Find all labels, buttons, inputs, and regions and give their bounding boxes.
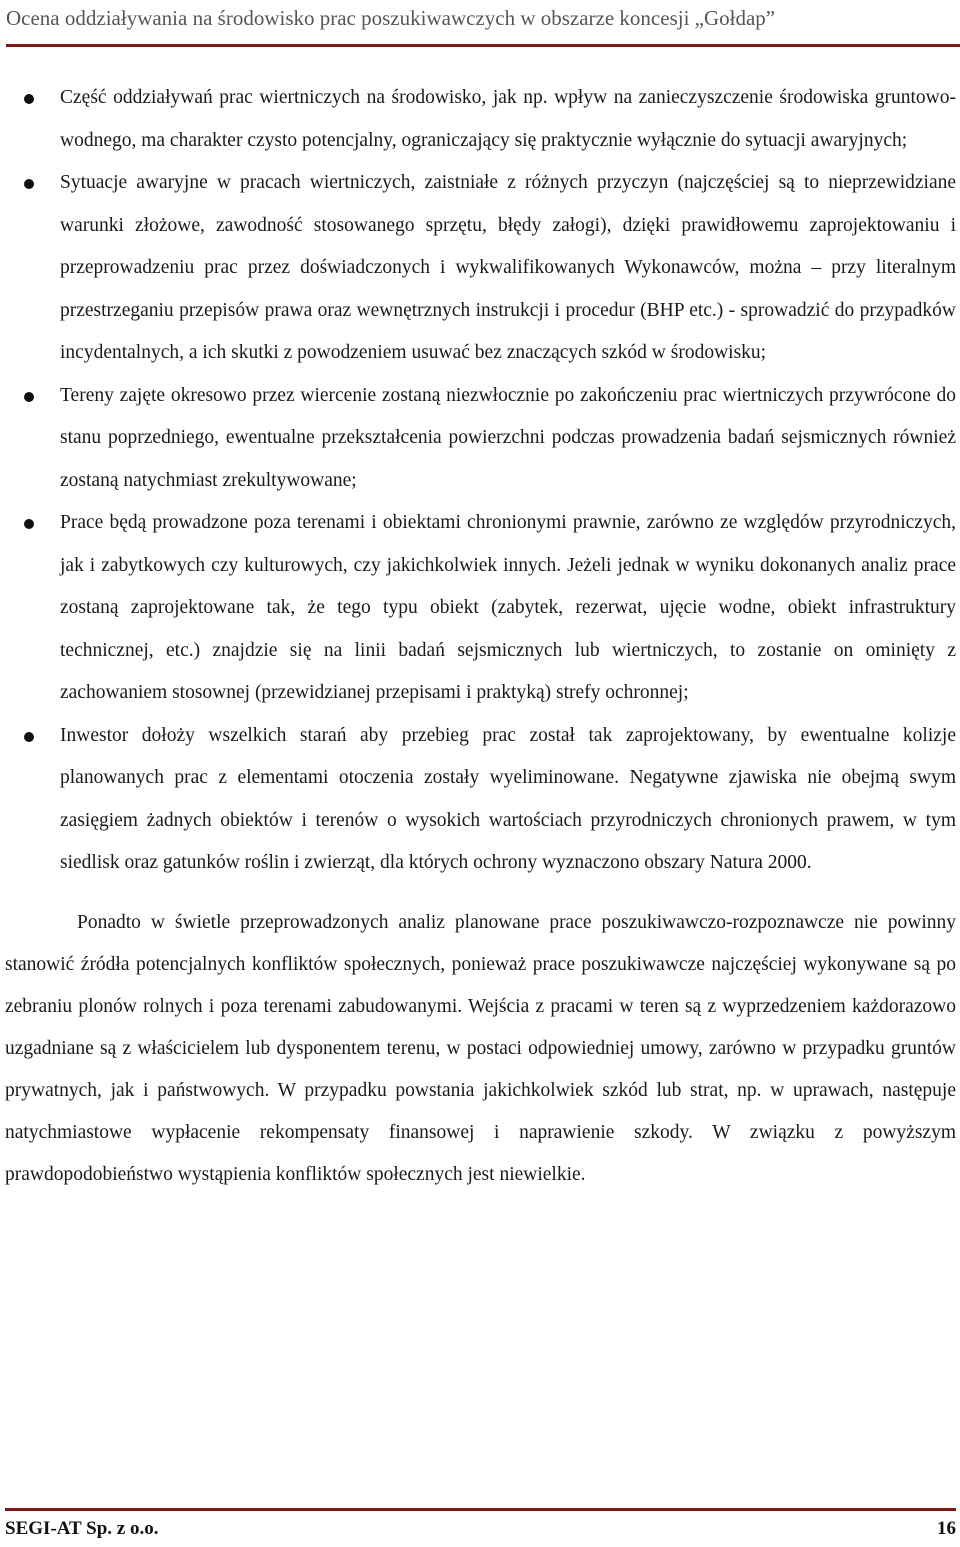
document-body [0,77,960,1196]
document-title: Ocena oddziaływania na środowisko prac poszukiwawczych w obszarze koncesji „Gołdap” [6,6,776,30]
list-item: Tereny zajęte okresowo przez wiercenie zostaną niezwłocznie po zakończeniu prac wiertniczych przywrócone do stanu poprzedniego, ewentualne przekształcenia powierzchni podczas prowadzenia badań sejsmicznych również zostaną natychmiast zrekultywowane; [0,375,960,503]
list-item: Sytuacje awaryjne w pracach wiertniczych, zaistniałe z różnych przyczyn (najczęściej są to nieprzewidziane warunki złożowe, zawodność stosowanego sprzętu, błędy załogi), dzięki prawidłowemu zaprojektowaniu i przeprowadzeniu prac przez doświadczonych i wykwalifikowanych Wykonawców, można – przy literalnym przestrzeganiu przepisów prawa oraz wewnętrznych instrukcji i procedur (BHP etc.) - sprowadzić do przypadków incydentalnych, a ich skutki z powodzeniem usuwać bez znaczących szkód w środowisku; [0,162,960,375]
list-item: Prace będą prowadzone poza terenami i obiektami chronionymi prawnie, zarówno ze względów przyrodniczych, jak i zabytkowych czy kulturowych, czy jakichkolwiek innych. Jeżeli jednak w wyniku dokonanych analiz prace zostaną zaprojektowane tak, że tego typu obiekt (zabytek, rezerwat, ujęcie wodne, obiekt infrastruktury technicznej, etc.) znajdzie się na linii badań sejsmicznych lub wiertniczych, to zostanie on ominięty z zachowaniem stosownej (przewidzianej przepisami i praktyką) strefy ochronnej; [0,502,960,715]
list-item: Część oddziaływań prac wiertniczych na środowisko, jak np. wpływ na zanieczyszczenie środowiska gruntowo-wodnego, ma charakter czysto potencjalny, ograniczający się praktycznie wyłącznie do sytuacji awaryjnych; [0,77,960,162]
page-header [6,0,960,47]
page-number: 16 [937,1518,956,1539]
list-item: Inwestor dołoży wszelkich starań aby przebieg prac został tak zaprojektowany, by ewentualne kolizje planowanych prac z elementami otoczenia zostały wyeliminowane. Negatywne zjawiska nie obejmą swym zasięgiem żadnych obiektów i terenów o wysokich wartościach przyrodniczych chronionych prawem, w tym siedlisk oraz gatunków roślin i zwierząt, dla których ochrony wyznaczono obszary Natura 2000. [0,715,960,885]
body-paragraph: Ponadto w świetle przeprowadzonych analiz planowane prace poszukiwawczo-rozpoznawcze nie powinny stanowić źródła potencjalnych konfliktów społecznych, ponieważ prace poszukiwawcze najczęściej wykonywane są po zebraniu plonów rolnych i poza terenami zabudowanymi. Wejścia z pracami w teren są z wyprzedzeniem każdorazowo uzgadniane są z właścicielem lub dysponentem terenu, w postaci odpowiedniej umowy, zarówno w przypadku gruntów prywatnych, jak i państwowych. W przypadku powstania jakichkolwiek szkód lub strat, np. w uprawach, następuje natychmiastowe wypłacenie rekompensaty finansowej i naprawienie szkody. W związku z powyższym prawdopodobieństwo wystąpienia konfliktów społecznych jest niewielkie. [5,911,956,1185]
page-footer [5,1508,956,1547]
bullet-list [0,77,960,885]
footer-company: SEGI-AT Sp. z o.o. [5,1518,159,1539]
